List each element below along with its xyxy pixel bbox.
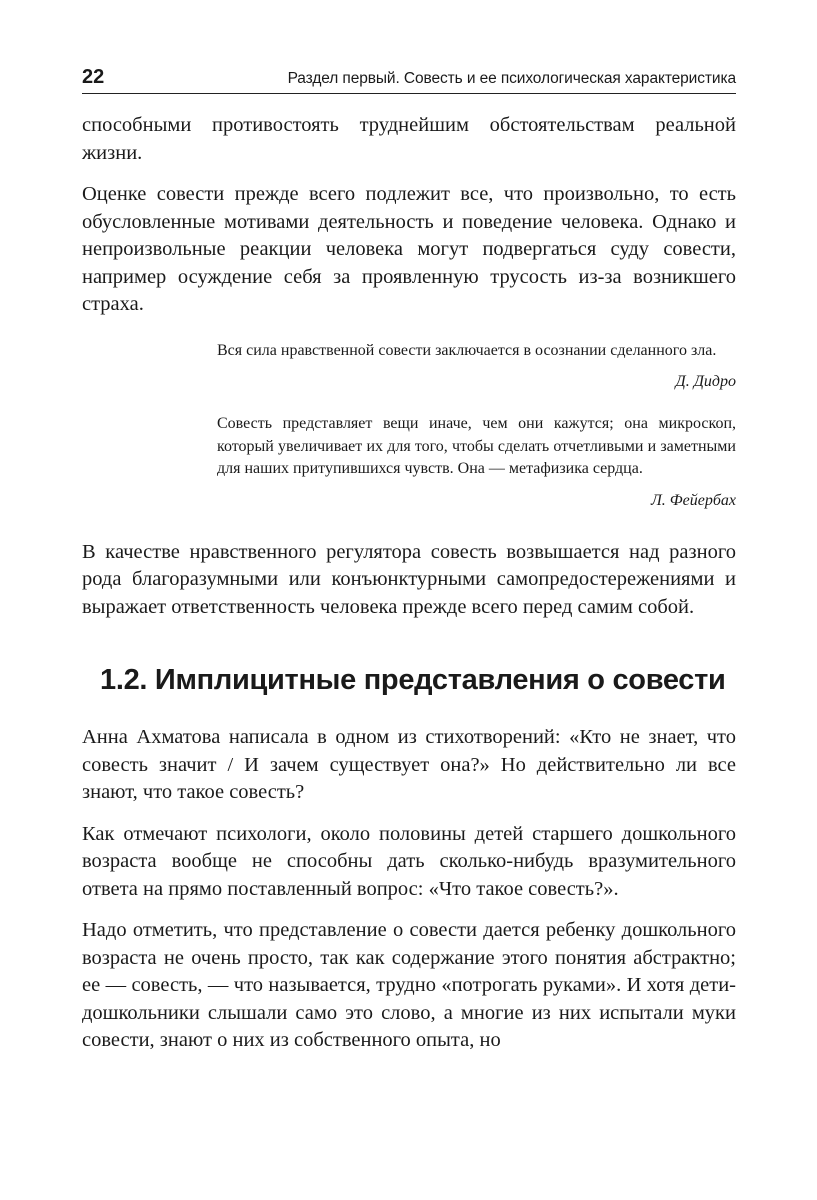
paragraph-preschool-concept: Надо отметить, что представление о совести дается ребенку дошкольного возраста не очень просто, так как содержание этого понятия абстрактно; ее — совесть, — что называется, трудно «потрогать руками». И хотя дети-дошкольники слышали само это слово, а многие из них испытали муки совести, знают о них из собственного опыта, но — [82, 919, 736, 1051]
running-title: Раздел первый. Совесть и ее психологическая характеристика — [287, 70, 736, 87]
paragraph-psychologists: Как отмечают психологи, около половины детей старшего дошкольного возраста вообще не способны дать сколько-нибудь вразумительного ответа на прямо поставленный вопрос: «Что такое совесть?». — [82, 822, 736, 900]
paragraph-moral-regulator: В качестве нравственного регулятора совесть возвышается над разного рода благоразумными или конъюнктурными самопредостережениями и выражает ответственность человека прежде всего перед самим собой. — [82, 540, 736, 618]
epigraph-quotes — [217, 340, 736, 512]
quote-diderot-text: Вся сила нравственной совести заключается в осознании сделанного зла. — [217, 341, 717, 359]
book-page — [82, 64, 736, 1055]
running-head — [82, 64, 736, 94]
quote-feuerbach-author: Л. Фейербах — [650, 491, 736, 509]
paragraph-conscience-evaluation: Оценке совести прежде всего подлежит все, что произвольно, то есть обусловленные мотивами деятельность и поведение человека. Однако и непроизвольные реакции человека могут подвергаться суду совести, например осуждение себя за проявленную трусость из-за возникшего страха. — [82, 183, 736, 315]
quote-feuerbach-text: Совесть представляет вещи иначе, чем они кажутся; она микроскоп, который увеличивает их для того, чтобы сделать отчетливыми и заметными для наших притупившихся чувств. Она — метафизика сердца. — [217, 415, 736, 477]
paragraph-continued: способными противостоять труднейшим обстоятельствам реальной жизни. — [82, 114, 736, 164]
quote-diderot-author: Д. Дидро — [675, 373, 736, 390]
paragraph-akhmatova: Анна Ахматова написала в одном из стихотворений: «Кто не знает, что совесть значит / И зачем существует она?» Но действительно ли все знают, что такое совесть? — [82, 726, 736, 803]
page-number: 22 — [82, 66, 105, 88]
section-heading: 1.2. Имплицитные представления о совести — [100, 664, 726, 696]
